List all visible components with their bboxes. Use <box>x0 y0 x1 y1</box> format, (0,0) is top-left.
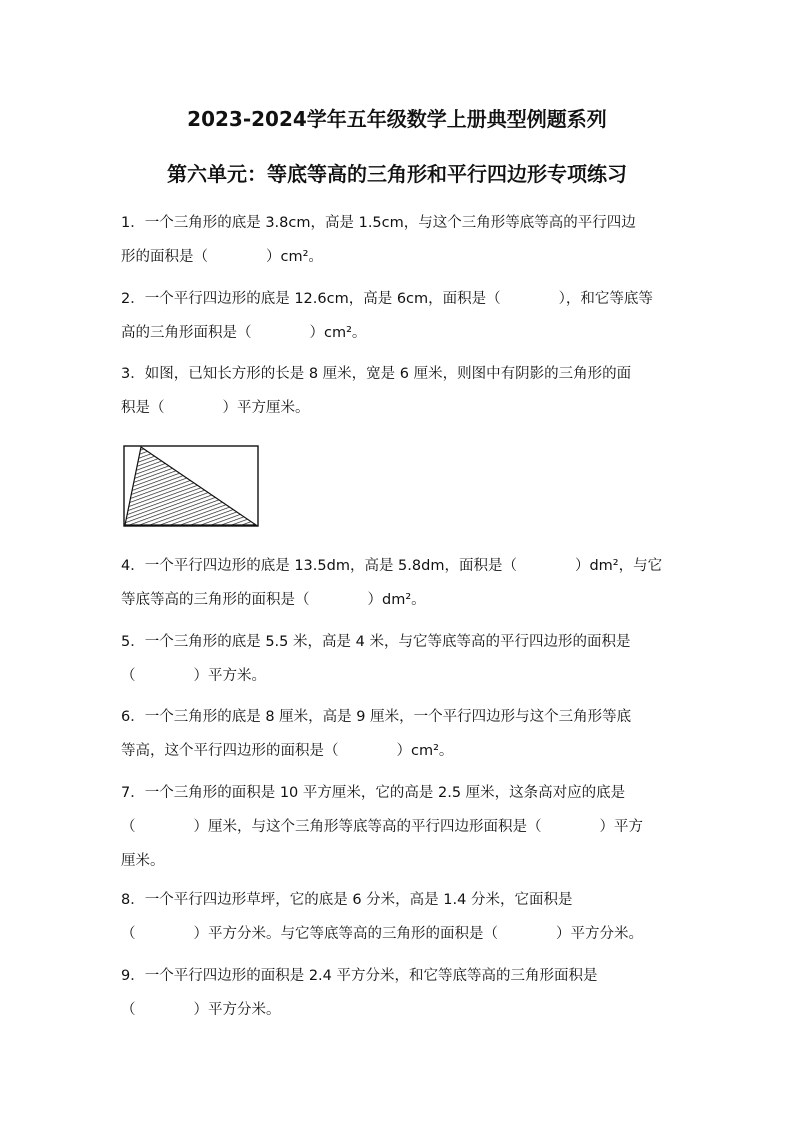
question-line: 积是（ ）平方厘米。 <box>121 400 310 416</box>
question-line: 1．一个三角形的底是 3.8cm，高是 1.5cm，与这个三角形等底等高的平行四边 <box>121 215 636 231</box>
question-1 <box>121 206 681 274</box>
question-6 <box>121 700 681 768</box>
question-9 <box>121 959 681 1027</box>
question-line: 形的面积是（ ）cm²。 <box>121 249 323 265</box>
question-line: （ ）平方分米。 <box>121 1002 281 1018</box>
question-line: 8．一个平行四边形草坪，它的底是 6 分米，高是 1.4 分米，它面积是 <box>121 892 573 908</box>
question-line: 等高，这个平行四边形的面积是（ ）cm²。 <box>121 743 454 759</box>
rectangle-triangle-figure <box>123 445 259 527</box>
question-line: 3．如图，已知长方形的长是 8 厘米，宽是 6 厘米，则图中有阴影的三角形的面 <box>121 366 632 382</box>
question-line: （ ）平方分米。与它等底等高的三角形的面积是（ ）平方分米。 <box>121 926 643 942</box>
question-7 <box>121 776 681 878</box>
question-line: （ ）厘米，与这个三角形等底等高的平行四边形面积是（ ）平方 <box>121 819 643 835</box>
question-line: 厘米。 <box>121 853 165 869</box>
question-5 <box>121 625 681 693</box>
question-line: 2．一个平行四边形的底是 12.6cm，高是 6cm，面积是（ ），和它等底等 <box>121 291 653 307</box>
question-line: 5．一个三角形的底是 5.5 米，高是 4 米，与它等底等高的平行四边形的面积是 <box>121 634 631 650</box>
question-4 <box>121 549 681 617</box>
question-2 <box>121 282 681 350</box>
question-line: 等底等高的三角形的面积是（ ）dm²。 <box>121 592 426 608</box>
figure-svg <box>123 445 259 527</box>
question-line: 6．一个三角形的底是 8 厘米，高是 9 厘米，一个平行四边形与这个三角形等底 <box>121 709 632 725</box>
question-line: 9．一个平行四边形的面积是 2.4 平方分米，和它等底等高的三角形面积是 <box>121 968 598 984</box>
document-title: 2023-2024学年五年级数学上册典型例题系列 <box>187 107 607 131</box>
question-line: 4．一个平行四边形的底是 13.5dm，高是 5.8dm，面积是（ ）dm²，与它 <box>121 558 663 574</box>
question-line: （ ）平方米。 <box>121 668 266 684</box>
question-line: 7．一个三角形的面积是 10 平方厘米，它的高是 2.5 厘米，这条高对应的底是 <box>121 785 626 801</box>
question-8 <box>121 883 681 951</box>
question-3 <box>121 357 681 425</box>
question-line: 高的三角形面积是（ ）cm²。 <box>121 325 367 341</box>
document-subtitle: 第六单元：等底等高的三角形和平行四边形专项练习 <box>167 162 627 186</box>
